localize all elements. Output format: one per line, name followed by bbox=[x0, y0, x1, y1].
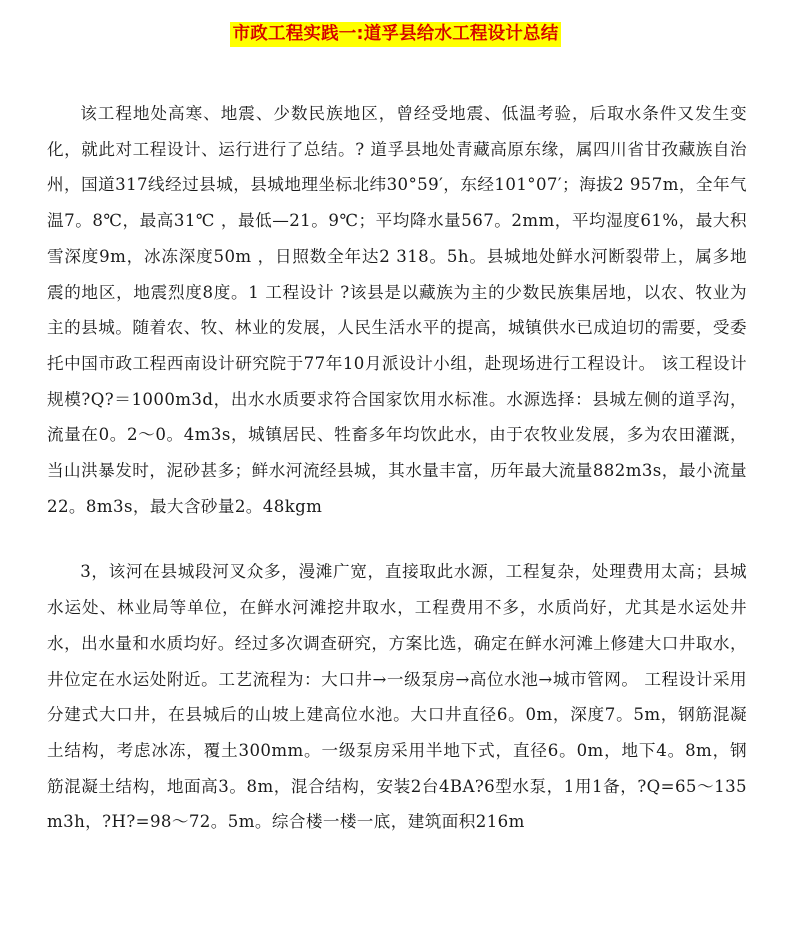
paragraph-2: 3，该河在县城段河叉众多，漫滩广宽，直接取此水源，工程复杂，处理费用太高；县城水运处、林业局等单位，在鲜水河滩挖井取水，工程费用不多，水质尚好，尤其是水运处井水，出水量和水质均好。经过多次调查研究，方案比选，确定在鲜水河滩上修建大口井取水，井位定在水运处附近。工艺流程为：大口井→一级泵房→高位水池→城市管网。 工程设计采用分建式大口井，在县城后的山坡上建高位水池。大口井直径6。0m，深度7。5m，钢筋混凝土结构，考虑冰冻，覆土300mm。一级泵房采用半地下式，直径6。0m，地下4。8m，钢筋混凝土结构，地面高3。8m，混合结构，安装2台4BA?6型水泵，1用1备，?Q=65～135m3h，?H?=98～72。5m。综合楼一楼一底，建筑面积216m bbox=[47, 562, 747, 832]
title-container bbox=[0, 22, 791, 47]
document-title: 市政工程实践一:道孚县给水工程设计总结 bbox=[230, 22, 562, 47]
paragraph-1: 该工程地处高寒、地震、少数民族地区，曾经受地震、低温考验，后取水条件又发生变化，就此对工程设计、运行进行了总结。? 道孚县地处青藏高原东缘，属四川省甘孜藏族自治州，国道317线经过县城，县城地理坐标北纬30°59′，东经101°07′；海拔2 957m，全年气温7。8℃，最高31℃ ，最低—21。9℃；平均降水量567。2mm，平均湿度61%，最大积雪深度9m，冰冻深度50m ，日照数全年达2 318。5h。县城地处鲜水河断裂带上，属多地震的地区，地震烈度8度。1 工程设计 ?该县是以藏族为主的少数民族集居地，以农、牧业为主的县城。随着农、牧、林业的发展，人民生活水平的提高，城镇供水已成迫切的需要，受委托中国市政工程西南设计研究院于77年10月派设计小组，赴现场进行工程设计。 该工程设计规模?Q?＝1000m3d，出水水质要求符合国家饮用水标准。水源选择：县城左侧的道孚沟，流量在0。2～0。4m3s，城镇居民、牲畜多年均饮此水，由于农牧业发展，多为农田灌溉，当山洪暴发时，泥砂甚多；鲜水河流经县城，其水量丰富，历年最大流量882m3s，最小流量22。8m3s，最大含砂量2。48kgm bbox=[47, 104, 747, 516]
document-body bbox=[47, 96, 747, 840]
